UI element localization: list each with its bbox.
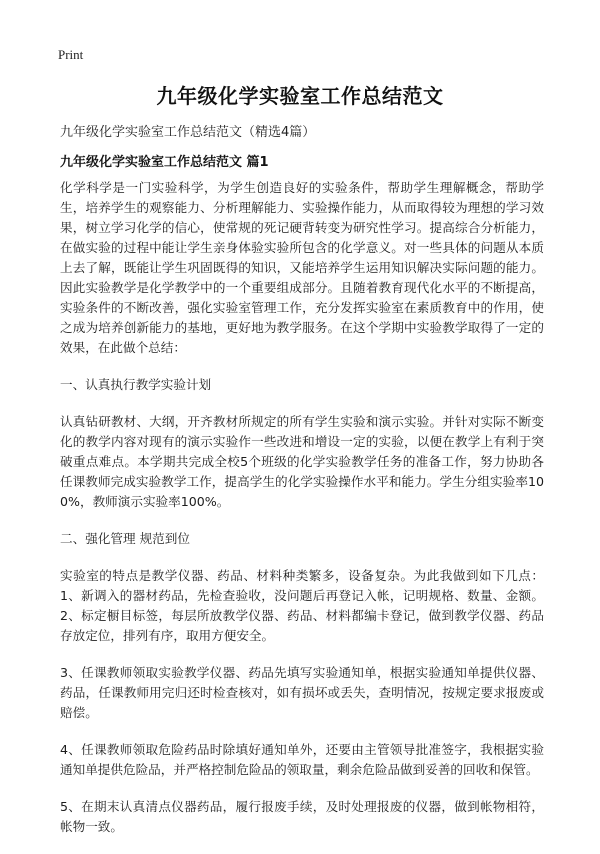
print-link[interactable]: Print (58, 47, 84, 62)
paragraph-item-5: 5、在期末认真清点仪器药品，履行报废手续，及时处理报废的仪器，做到帐物相符，帐物一致。 (60, 799, 544, 834)
page-title: 九年级化学实验室工作总结范文 (156, 84, 444, 108)
section-title: 九年级化学实验室工作总结范文 篇1 (60, 155, 269, 170)
heading-plan: 一、认真执行教学实验计划 (60, 377, 212, 392)
document-body (60, 178, 544, 854)
paragraph-plan: 认真钻研教材、大纲，开齐教材所规定的所有学生实验和演示实验。并针对实际不断变化的教学内容对现有的演示实验作一些改进和增设一定的实验，以便在教学上有利于突破重点难点。本学期共完成全校5个班级的化学实验教学任务的准备工作，努力协助各任课教师完成实验教学工作，提高学生的化学实验操作水平和能力。学生分组实验率100%，教师演示实验率100%。 (60, 414, 544, 509)
paragraph-item-4: 4、任课教师领取危险药品时除填好通知单外，还要由主管领导批准签字，我根据实验通知单提供危险品，并严格控制危险品的领取量，剩余危险品做到妥善的回收和保管。 (60, 742, 544, 777)
document-subtitle: 九年级化学实验室工作总结范文（精选4篇） (60, 125, 316, 140)
paragraph-item-3: 3、任课教师领取实验教学仪器、药品先填写实验通知单，根据实验通知单提供仪器、药品，任课教师用完归还时检查核对，如有损坏或丢失，查明情况，按规定要求报废或赔偿。 (60, 665, 544, 720)
paragraph-management: 实验室的特点是教学仪器、药品、材料种类繁多，设备复杂。为此我做到如下几点：1、新调入的器材药品，先检查验收，没问题后再登记入帐，记明规格、数量、金额。 2、标定橱目标签，每层所放教学仪器、药品、材料都编卡登记，做到教学仪器、药品存放定位，排列有序，取用方便安全。 (60, 568, 544, 643)
paragraph-intro: 化学科学是一门实验科学，为学生创造良好的实验条件，帮助学生理解概念，帮助学生，培养学生的观察能力、分析理解能力、实验操作能力，从而取得较为理想的学习效果，树立学习化学的信心，使常规的死记硬背转变为研究性学习。提高综合分析能力，在做实验的过程中能让学生亲身体验实验所包含的化学意义。对一些具体的问题从本质上去了解，既能让学生巩固既得的知识，又能培养学生运用知识解决实际问题的能力。因此实验教学是化学教学中的一个重要组成部分。且随着教育现代化水平的不断提高，实验条件的不断改善，强化实验室管理工作，充分发挥实验室在素质教育中的作用，使之成为培养创新能力的基地，更好地为教学服务。在这个学期中实验教学取得了一定的效果，在此做个总结： (60, 180, 544, 355)
heading-management: 二、强化管理 规范到位 (60, 531, 190, 546)
